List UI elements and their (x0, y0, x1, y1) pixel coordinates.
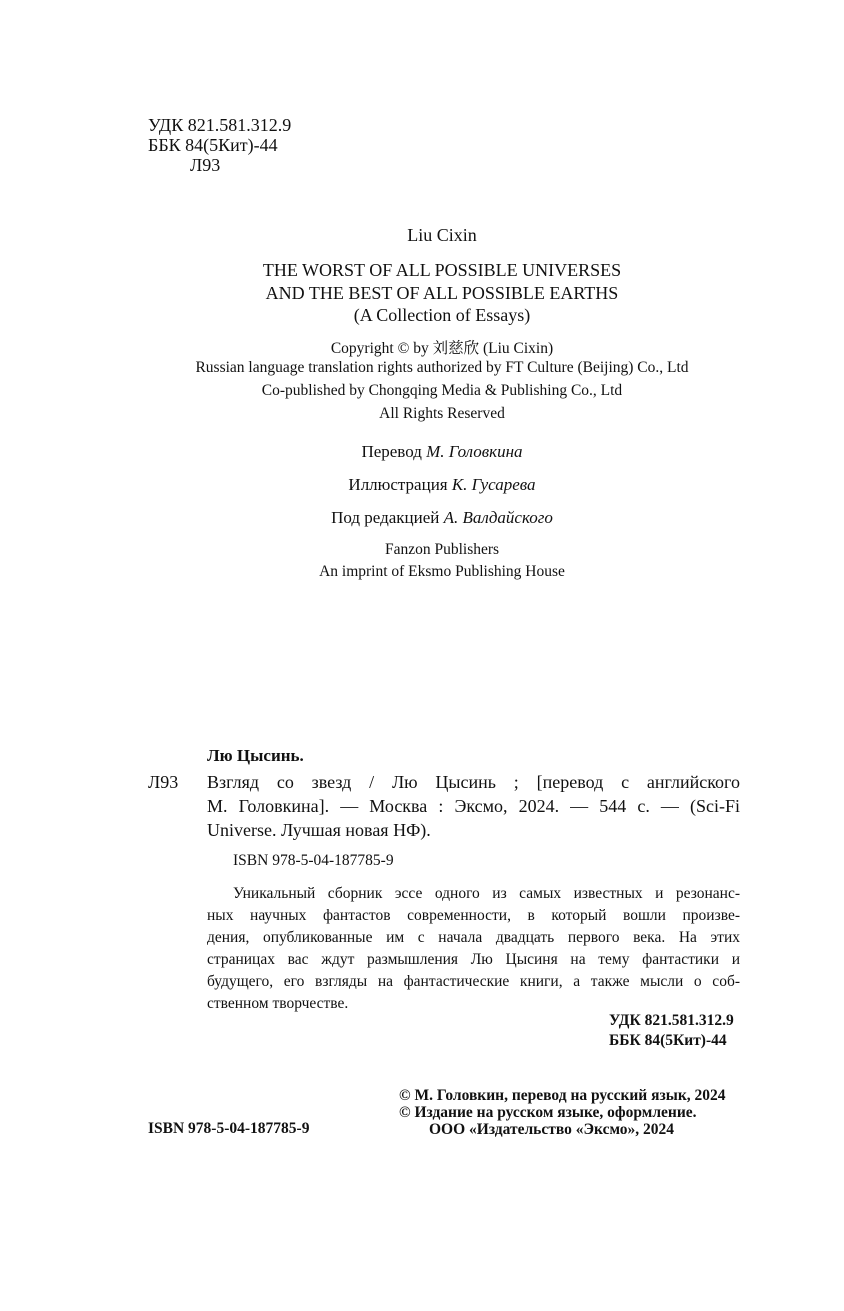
translation-label: Перевод (361, 442, 422, 461)
udk-code: УДК 821.581.312.9 (148, 115, 292, 135)
copyright-line: Copyright © by 刘慈欣 (Liu Cixin) (330, 340, 554, 357)
bbk-code: ББК 84(5Кит)-44 (148, 135, 278, 155)
catalog-sign: Л93 (148, 772, 179, 792)
annotation-bbk: ББК 84(5Кит)-44 (609, 1032, 727, 1049)
editor-label: Под редакцией (331, 508, 440, 527)
annotation-line: ных научных фантастов современности, в который вошли произве- (207, 907, 740, 924)
original-author: Liu Cixin (407, 225, 477, 245)
annotation-udk: УДК 821.581.312.9 (609, 1012, 734, 1029)
catalog-description-line1: Взгляд со звезд / Лю Цысинь ; [перевод с английского (207, 772, 740, 792)
footer-isbn: ISBN 978-5-04-187785-9 (148, 1120, 310, 1137)
annotation-line: страницах вас ждут размышления Лю Цысиня на тему фантастики и (207, 951, 740, 968)
original-title-line1: THE WORST OF ALL POSSIBLE UNIVERSES (262, 260, 622, 280)
original-title-line2: AND THE BEST OF ALL POSSIBLE EARTHS (265, 283, 619, 303)
annotation-last-line: ственном творчестве. (207, 995, 349, 1012)
publisher-imprint: An imprint of Eksmo Publishing House (319, 563, 565, 580)
original-subtitle: (A Collection of Essays) (353, 305, 531, 325)
editor-name: А. Валдайского (443, 508, 553, 527)
copyright-edition: © Издание на русском языке, оформление. (399, 1104, 697, 1121)
copublished-line: Co-published by Chongqing Media & Publishing Co., Ltd (261, 382, 623, 399)
annotation-line: будущего, его взгляды на фантастические книги, а также мысли о соб- (207, 973, 740, 990)
catalog-heading: Лю Цысинь. (207, 746, 304, 765)
copyright-translation: © М. Головкин, перевод на русский язык, 2024 (399, 1087, 726, 1104)
publisher-name: Fanzon Publishers (384, 541, 500, 558)
translation-credit (0, 442, 844, 462)
illustration-credit (0, 475, 844, 495)
catalog-description-line3: Universe. Лучшая новая НФ). (207, 820, 431, 840)
catalog-description-line2: М. Головкина]. — Москва : Эксмо, 2024. — 544 с. — (Sci-Fi (207, 796, 740, 816)
translator-name: М. Головкина (426, 442, 523, 461)
rights-reserved: All Rights Reserved (379, 405, 505, 422)
editor-credit (0, 508, 844, 528)
copyright-publisher: ООО «Издательство «Эксмо», 2024 (429, 1121, 675, 1138)
illustrator-name: К. Гусарева (451, 475, 536, 494)
illustration-label: Иллюстрация (348, 475, 448, 494)
rights-line: Russian language translation rights authorized by FT Culture (Beijing) Co., Ltd (195, 359, 689, 376)
catalog-isbn: ISBN 978-5-04-187785-9 (233, 852, 394, 869)
author-sign: Л93 (190, 155, 221, 175)
annotation-line: дения, опубликованные им с начала двадцать первого века. На этих (207, 929, 740, 946)
annotation-line: Уникальный сборник эссе одного из самых известных и резонанс- (233, 885, 740, 902)
